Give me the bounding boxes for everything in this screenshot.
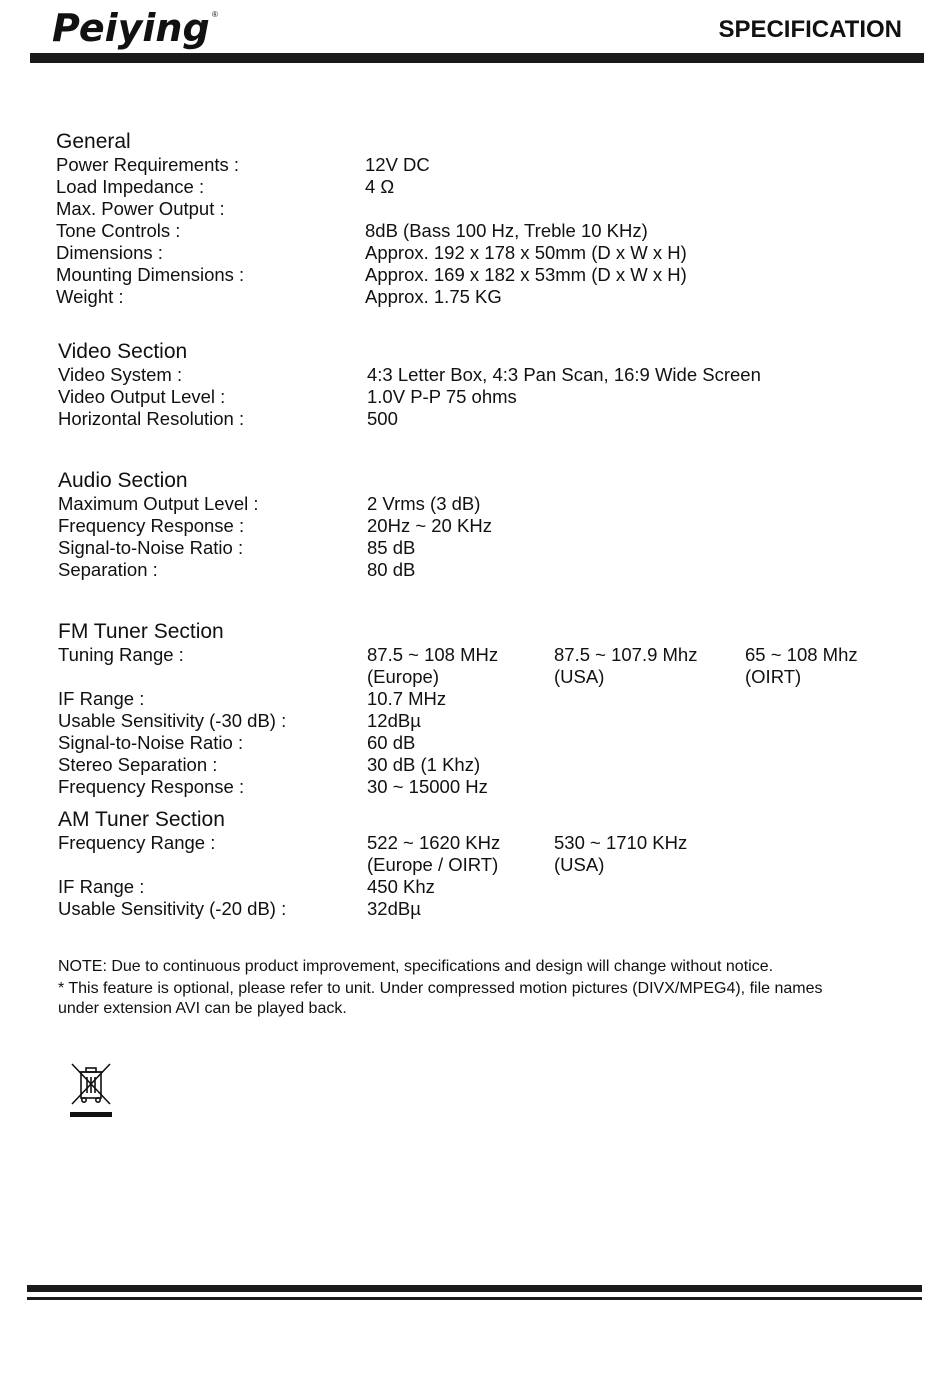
- brand-logo: Peiying: [52, 6, 210, 50]
- spec-row: [58, 898, 421, 920]
- spec-value: 450 Khz: [367, 876, 435, 897]
- range-region: (USA): [554, 666, 605, 687]
- range-region: (USA): [554, 854, 605, 875]
- spec-label: Mounting Dimensions :: [56, 264, 245, 285]
- spec-value: 30 dB (1 Khz): [367, 754, 481, 775]
- optional-feature-text: * This feature is optional, please refer to unit. Under compressed motion pictures (DIVX/MPEG4), file names: [58, 980, 823, 997]
- spec-row: [58, 688, 447, 710]
- spec-value: 12V DC: [365, 154, 430, 175]
- spec-value: 32dBµ: [367, 898, 421, 919]
- spec-label: Frequency Range :: [58, 832, 216, 853]
- spec-label: IF Range :: [58, 876, 145, 897]
- general-title: General: [56, 130, 131, 153]
- footer-rule-thin: [27, 1297, 922, 1300]
- spec-value: 60 dB: [367, 732, 416, 753]
- spec-label: Video System :: [58, 364, 183, 385]
- range-region: (Europe): [367, 666, 439, 687]
- spec-row: [56, 220, 648, 242]
- spec-label: Usable Sensitivity (-20 dB) :: [58, 898, 287, 919]
- spec-label: Frequency Response :: [58, 776, 245, 797]
- spec-value: 500: [367, 408, 398, 429]
- spec-value: Approx. 169 x 182 x 53mm (D x W x H): [365, 264, 687, 285]
- spec-row: [56, 176, 395, 198]
- header-rule: [30, 53, 924, 63]
- spec-row: [58, 732, 416, 754]
- spec-label: Video Output Level :: [58, 386, 226, 407]
- spec-row: [56, 242, 687, 264]
- am-range-europe-oirt: [367, 832, 500, 876]
- spec-row: [58, 754, 481, 776]
- tuning-range-oirt: [745, 644, 858, 688]
- page-title: SPECIFICATION: [718, 16, 902, 43]
- fm-tuner-section: [58, 620, 858, 798]
- spec-label: Power Requirements :: [56, 154, 240, 175]
- spec-row: [56, 286, 502, 308]
- audio-title: Audio Section: [58, 469, 188, 492]
- registered-mark: ®: [212, 10, 218, 19]
- spec-label: Separation :: [58, 559, 158, 580]
- tuning-range-europe: [367, 644, 498, 688]
- spec-value: 8dB (Bass 100 Hz, Treble 10 KHz): [365, 220, 648, 241]
- spec-label: Usable Sensitivity (-30 dB) :: [58, 710, 287, 731]
- spec-value: 80 dB: [367, 559, 416, 580]
- spec-value: 30 ~ 15000 Hz: [367, 776, 488, 797]
- audio-section: [58, 469, 492, 581]
- range-value: 65 ~ 108 Mhz: [745, 644, 858, 665]
- spec-row: [56, 154, 430, 176]
- spec-row: [58, 710, 421, 732]
- spec-row: [58, 364, 761, 386]
- spec-value: Approx. 1.75 KG: [365, 286, 502, 307]
- spec-label: Stereo Separation :: [58, 754, 218, 775]
- fm-tuner-title: FM Tuner Section: [58, 620, 224, 643]
- spec-label: Max. Power Output :: [56, 198, 225, 219]
- spec-row: [58, 876, 435, 898]
- spec-row: [58, 408, 398, 430]
- range-value: 87.5 ~ 108 MHz: [367, 644, 499, 665]
- spec-label: Weight :: [56, 286, 124, 307]
- range-region: (Europe / OIRT): [367, 854, 499, 875]
- spec-label: Tuning Range :: [58, 644, 184, 665]
- spec-value: 20Hz ~ 20 KHz: [367, 515, 492, 536]
- am-tuner-title: AM Tuner Section: [58, 808, 225, 831]
- spec-row: [58, 644, 858, 688]
- spec-value: 4:3 Letter Box, 4:3 Pan Scan, 16:9 Wide Screen: [367, 364, 761, 385]
- spec-value: 85 dB: [367, 537, 416, 558]
- range-value: 87.5 ~ 107.9 Mhz: [554, 644, 698, 665]
- spec-row: [56, 264, 687, 286]
- range-region: (OIRT): [745, 666, 802, 687]
- spec-label: Load Impedance :: [56, 176, 205, 197]
- spec-label: Tone Controls :: [56, 220, 181, 241]
- spec-value: 2 Vrms (3 dB): [367, 493, 481, 514]
- footer-rule-thick: [27, 1285, 922, 1292]
- spec-label: Signal-to-Noise Ratio :: [58, 537, 244, 558]
- spec-row: [58, 559, 416, 581]
- optional-feature-text-cont: under extension AVI can be played back.: [58, 1000, 347, 1017]
- spec-label: Horizontal Resolution :: [58, 408, 245, 429]
- tuning-range-usa: [554, 644, 697, 688]
- range-value: 530 ~ 1710 KHz: [554, 832, 688, 853]
- spec-row: [58, 832, 688, 876]
- video-section: [58, 340, 761, 430]
- spec-label: Frequency Response :: [58, 515, 245, 536]
- note-text: NOTE: Due to continuous product improvement, specifications and design will change without notice.: [58, 958, 774, 975]
- spec-value: 10.7 MHz: [367, 688, 447, 709]
- spec-value: 1.0V P-P 75 ohms: [367, 386, 517, 407]
- am-range-usa: [554, 832, 687, 876]
- range-value: 522 ~ 1620 KHz: [367, 832, 501, 853]
- spec-row: [58, 493, 481, 515]
- spec-row: [58, 386, 517, 408]
- notes-block: [58, 957, 898, 1019]
- spec-row: [58, 776, 488, 798]
- spec-label: Maximum Output Level :: [58, 493, 259, 514]
- am-tuner-section: [58, 808, 688, 920]
- spec-value: 4 Ω: [365, 176, 395, 197]
- spec-label: Signal-to-Noise Ratio :: [58, 732, 244, 753]
- spec-row: [58, 537, 416, 559]
- spec-value: Approx. 192 x 178 x 50mm (D x W x H): [365, 242, 687, 263]
- spec-label: Dimensions :: [56, 242, 163, 263]
- spec-label: IF Range :: [58, 688, 145, 709]
- spec-row: [56, 198, 225, 220]
- crossed-out-wheelie-bin-icon: [66, 1060, 116, 1120]
- general-section: [56, 130, 687, 308]
- spec-row: [58, 515, 492, 537]
- spec-value: 12dBµ: [367, 710, 421, 731]
- video-title: Video Section: [58, 340, 188, 363]
